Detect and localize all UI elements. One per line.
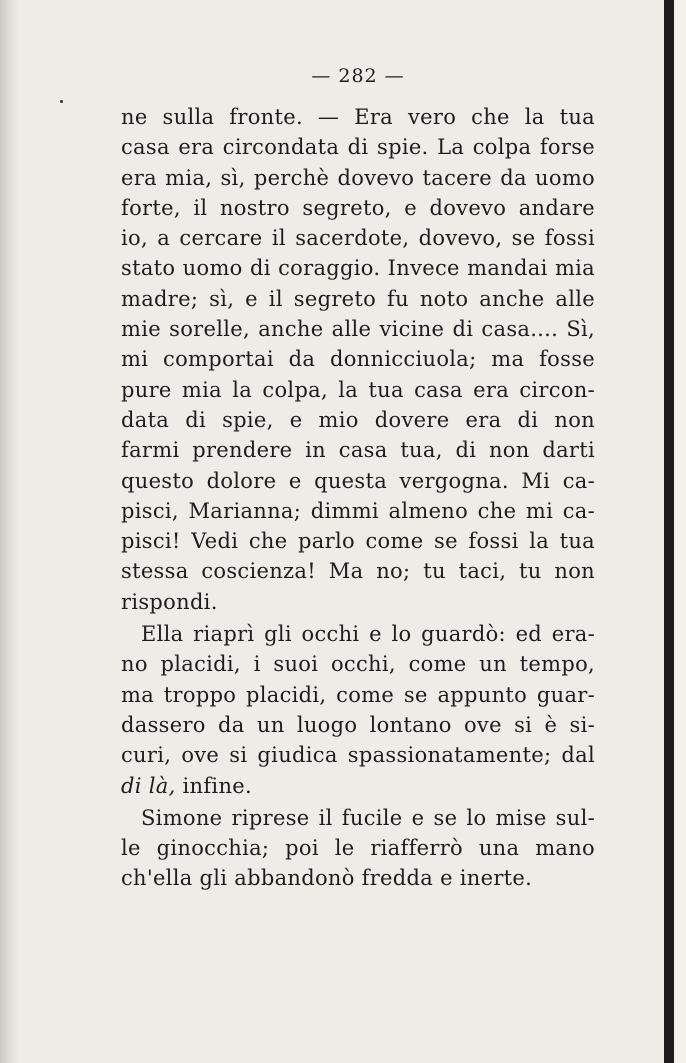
text-line: curi, ove si giudica spassionatamente; dal <box>121 743 595 768</box>
text-line: data di spie, e mio dovere era di non <box>121 407 595 432</box>
text-line: forte, il nostro segreto, e dovevo andare <box>121 195 595 220</box>
page-gutter-shadow <box>0 0 18 1063</box>
line-suffix: infine. <box>175 773 252 798</box>
paragraph-2 <box>121 619 595 801</box>
ink-speck <box>60 100 63 103</box>
paragraph-1 <box>121 102 595 617</box>
text-line: Ella riaprì gli occhi e lo guardò: ed era- <box>141 622 595 647</box>
page-number: — 282 — <box>311 65 405 87</box>
scan-border <box>664 0 674 1063</box>
text-line: pisci, Marianna; dimmi almeno che mi ca- <box>121 498 595 523</box>
text-line: stato uomo di coraggio. Invece mandai mia <box>121 256 595 281</box>
italic-phrase: di là, <box>121 773 176 798</box>
text-line: madre; sì, e il segreto fu noto anche alle <box>121 286 595 311</box>
text-line: casa era circondata di spie. La colpa forse <box>121 135 595 160</box>
text-line: mi comportai da donnicciuola; ma fosse <box>121 347 595 372</box>
text-line: dassero da un luogo lontano ove si è si- <box>121 712 595 737</box>
text-line: ma troppo placidi, come se appunto guar- <box>121 682 595 707</box>
text-line: ch'ella gli abbandonò fredda e inerte. <box>121 866 533 891</box>
text-line: Simone riprese il fucile e se lo mise sul- <box>141 805 595 830</box>
text-line-italic-mixed <box>121 771 595 801</box>
text-line: questo dolore e questa vergogna. Mi ca- <box>121 468 595 493</box>
text-line: rispondi. <box>121 589 218 614</box>
text-line: le ginocchia; poi le riafferrò una mano <box>121 836 595 861</box>
text-line: ne sulla fronte. — Era vero che la tua <box>121 105 595 129</box>
text-line: mie sorelle, anche alle vicine di casa.... Sì, <box>121 317 595 342</box>
text-line: farmi prendere in casa tua, di non darti <box>121 438 595 463</box>
text-line: io, a cercare il sacerdote, dovevo, se fossi <box>121 226 595 251</box>
text-line: pisci! Vedi che parlo come se fossi la tua <box>121 529 595 554</box>
text-line: stessa coscienza! Ma no; tu taci, tu non <box>121 559 595 584</box>
text-line: pure mia la colpa, la tua casa era circon- <box>121 377 595 402</box>
text-line: era mia, sì, perchè dovevo tacere da uomo <box>121 165 595 190</box>
page-text <box>121 62 595 894</box>
text-line: no placidi, i suoi occhi, come un tempo, <box>121 652 595 677</box>
paragraph-3 <box>121 803 595 894</box>
